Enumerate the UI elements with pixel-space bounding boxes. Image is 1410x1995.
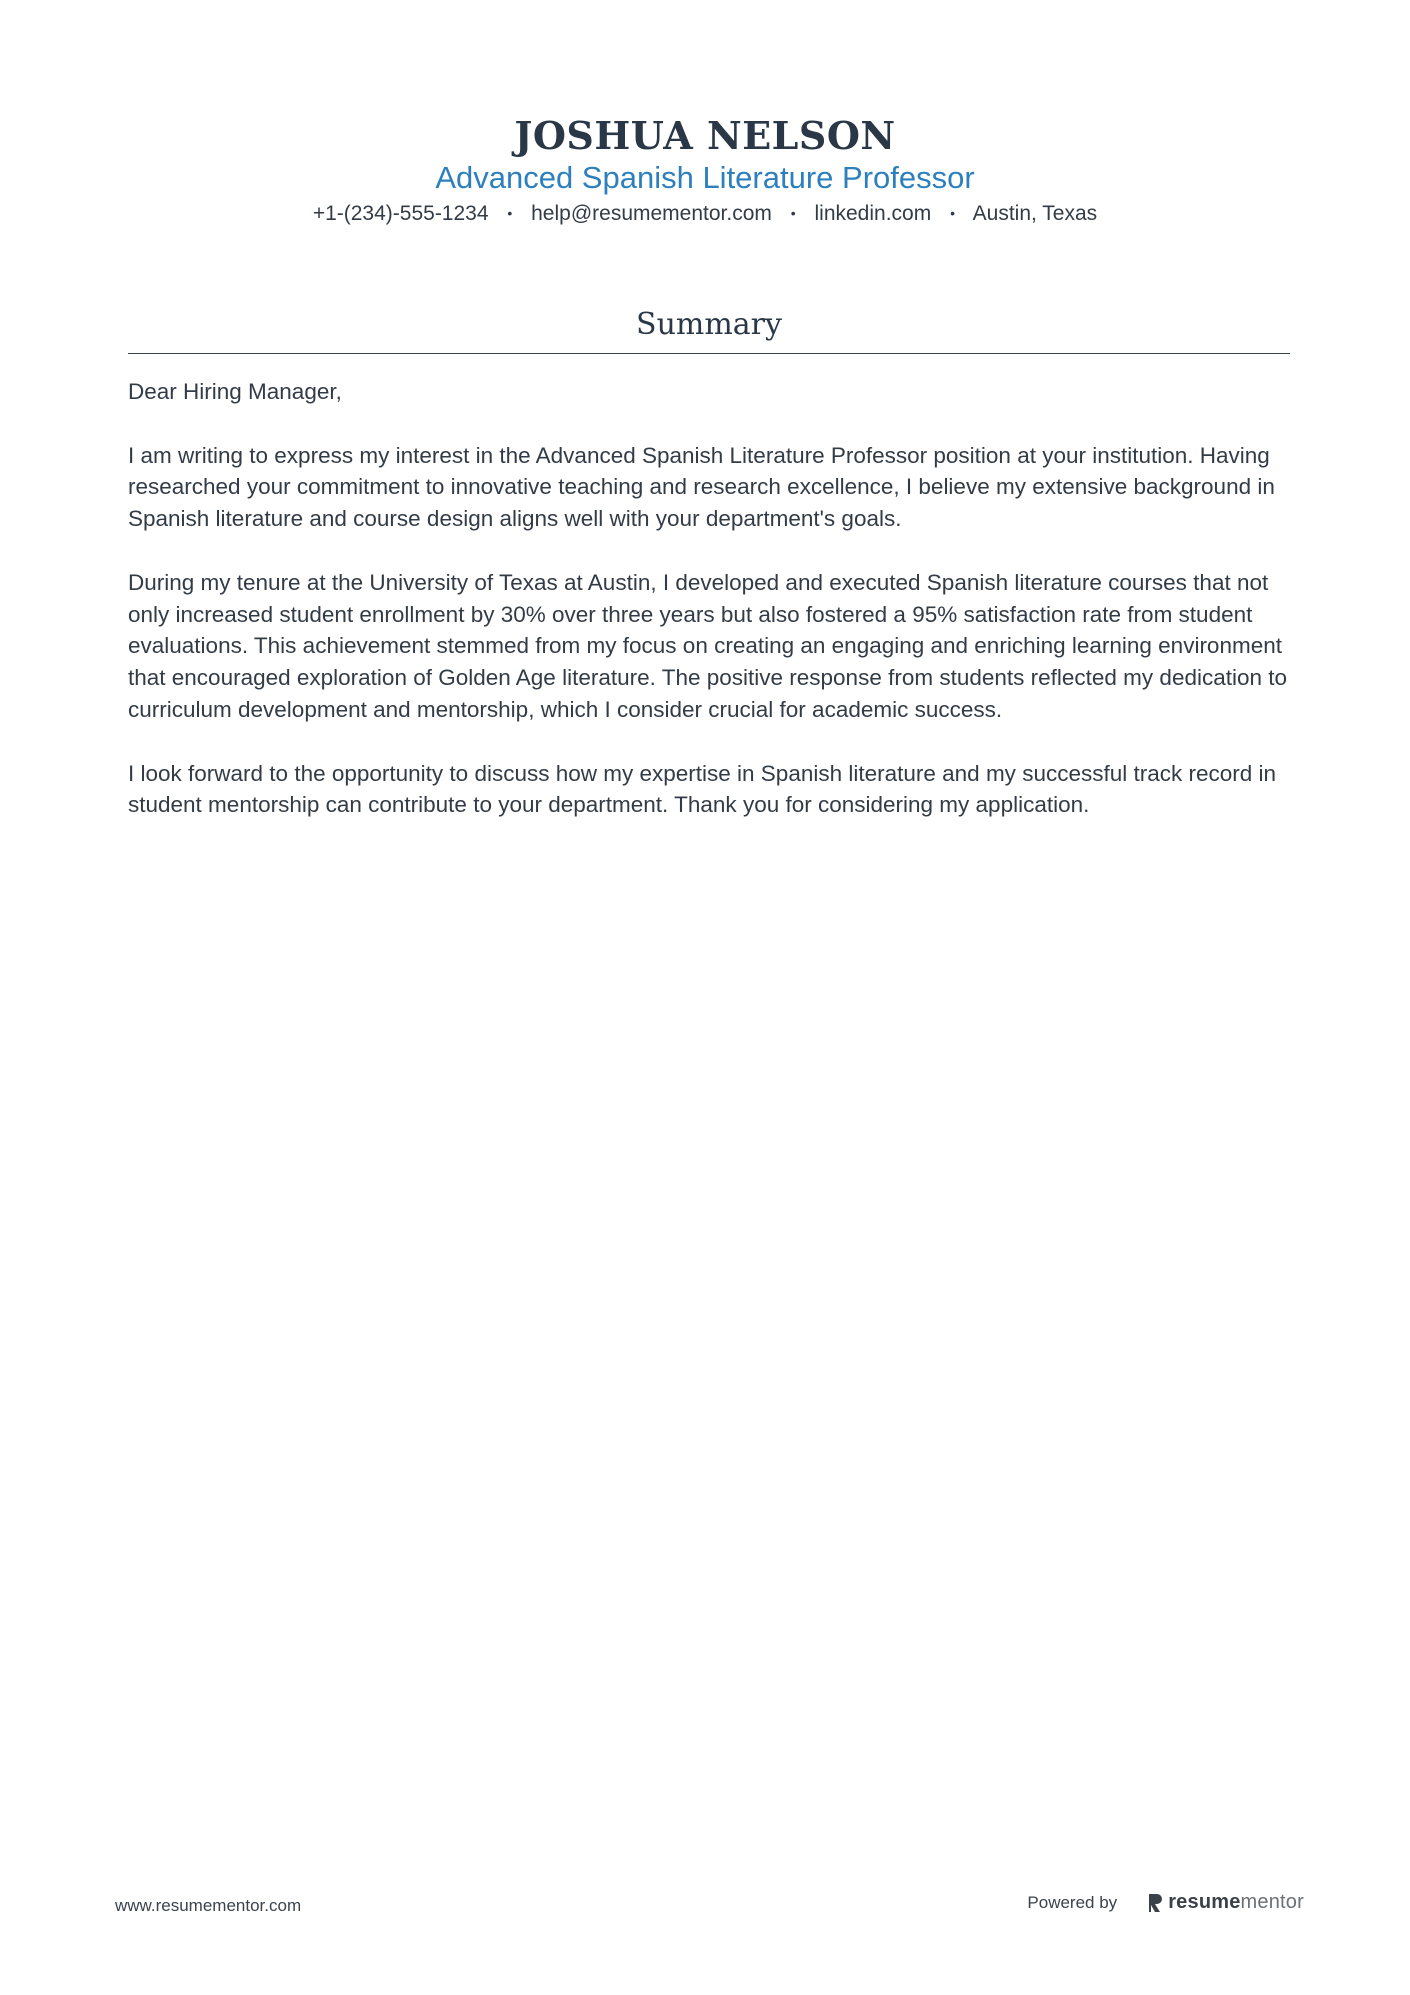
brand-name-light: mentor — [1240, 1891, 1304, 1913]
brand-logo[interactable] — [1147, 1891, 1304, 1914]
paragraph: During my tenure at the University of Texas at Austin, I developed and executed Spanish literature courses that not only increased student enrollment by 30% over three years but also fostered a 95% satisfaction rate from student evaluations. This achievement stemmed from my focus on creating an engaging and enriching learning environment that encouraged exploration of Golden Age literature. The positive response from students reflected my dedication to curriculum development and mentorship, which I consider crucial for academic success. — [128, 569, 1288, 722]
contact-linkedin[interactable]: linkedin.com — [814, 202, 932, 225]
job-title: Advanced Spanish Literature Professor — [435, 160, 975, 195]
powered-by-label: Powered by — [1027, 1892, 1118, 1912]
footer-branding — [1027, 1891, 1304, 1914]
section-title: Summary — [128, 303, 1290, 354]
summary-section — [128, 303, 1290, 853]
footer-website[interactable]: www.resumementor.com — [115, 1896, 302, 1915]
salutation: Dear Hiring Manager, — [128, 379, 342, 404]
resumementor-logo-icon — [1147, 1893, 1163, 1913]
paragraph: I look forward to the opportunity to discuss how my expertise in Spanish literature and my successful track record in student mentorship can contribute to your department. Thank you for considering my application. — [128, 760, 1277, 818]
contact-separator: • — [507, 205, 513, 221]
contact-phone: +1-(234)-555-1234 — [312, 202, 489, 225]
contact-email[interactable]: help@resumementor.com — [531, 202, 772, 225]
contact-location: Austin, Texas — [972, 202, 1098, 225]
brand-name-bold: resume — [1168, 1891, 1241, 1913]
header — [0, 112, 1410, 229]
contact-line — [0, 198, 1410, 229]
contact-separator: • — [950, 205, 955, 221]
contact-separator: • — [790, 205, 796, 221]
paragraph: I am writing to express my interest in the Advanced Spanish Literature Professor position at your institution. Having researched your commitment to innovative teaching and research excellence, I believe my extensive background in Spanish literature and course design aligns well with your department's goals. — [128, 442, 1275, 532]
letter-body — [128, 376, 1290, 821]
candidate-name: JOSHUA NELSON — [514, 113, 896, 158]
